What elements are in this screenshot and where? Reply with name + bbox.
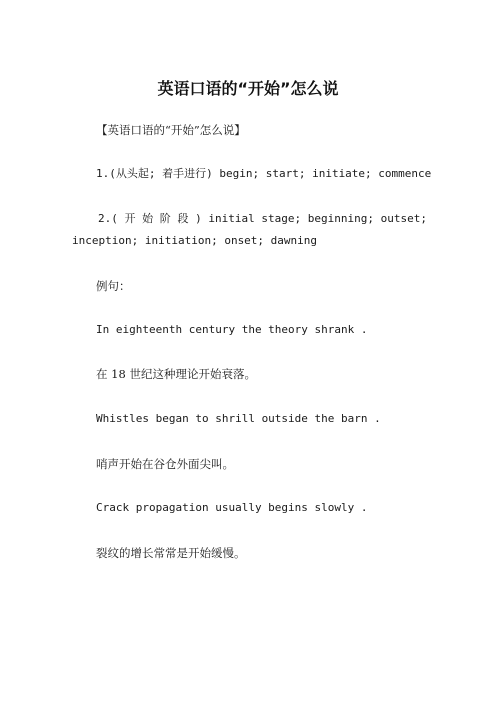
- item2-word: 阶: [159, 212, 171, 225]
- definition-item-2-line-1: [98, 211, 427, 227]
- item2-word: ): [195, 212, 202, 225]
- example-1-chinese: 在 18 世纪这种理论开始衰落。: [96, 367, 256, 381]
- document-title: 英语口语的“开始”怎么说: [157, 79, 339, 98]
- item2-word: 开: [124, 212, 136, 225]
- definition-item-2-line-2: inception; initiation; onset; dawning: [72, 234, 318, 247]
- example-1-english: In eighteenth century the theory shrank .: [96, 323, 368, 336]
- item2-word: 始: [142, 212, 154, 225]
- item2-word: 2.(: [98, 212, 118, 225]
- item2-word: stage;: [261, 212, 302, 225]
- example-2-english: Whistles began to shrill outside the barn .: [96, 412, 381, 425]
- item2-word: 段: [177, 212, 189, 225]
- item2-word: beginning;: [307, 212, 374, 225]
- document-subtitle: 【英语口语的“开始”怎么说】: [96, 123, 246, 137]
- item2-word: initial: [208, 212, 255, 225]
- definition-item-1: 1.(从头起; 着手进行) begin; start; initiate; commence: [96, 167, 432, 180]
- example-3-english: Crack propagation usually begins slowly .: [96, 501, 368, 514]
- example-3-chinese: 裂纹的增长常常是开始缓慢。: [96, 546, 246, 560]
- item2-word: outset;: [380, 212, 427, 225]
- examples-label: 例句：: [96, 279, 131, 293]
- example-2-chinese: 哨声开始在谷仓外面尖叫。: [96, 457, 234, 471]
